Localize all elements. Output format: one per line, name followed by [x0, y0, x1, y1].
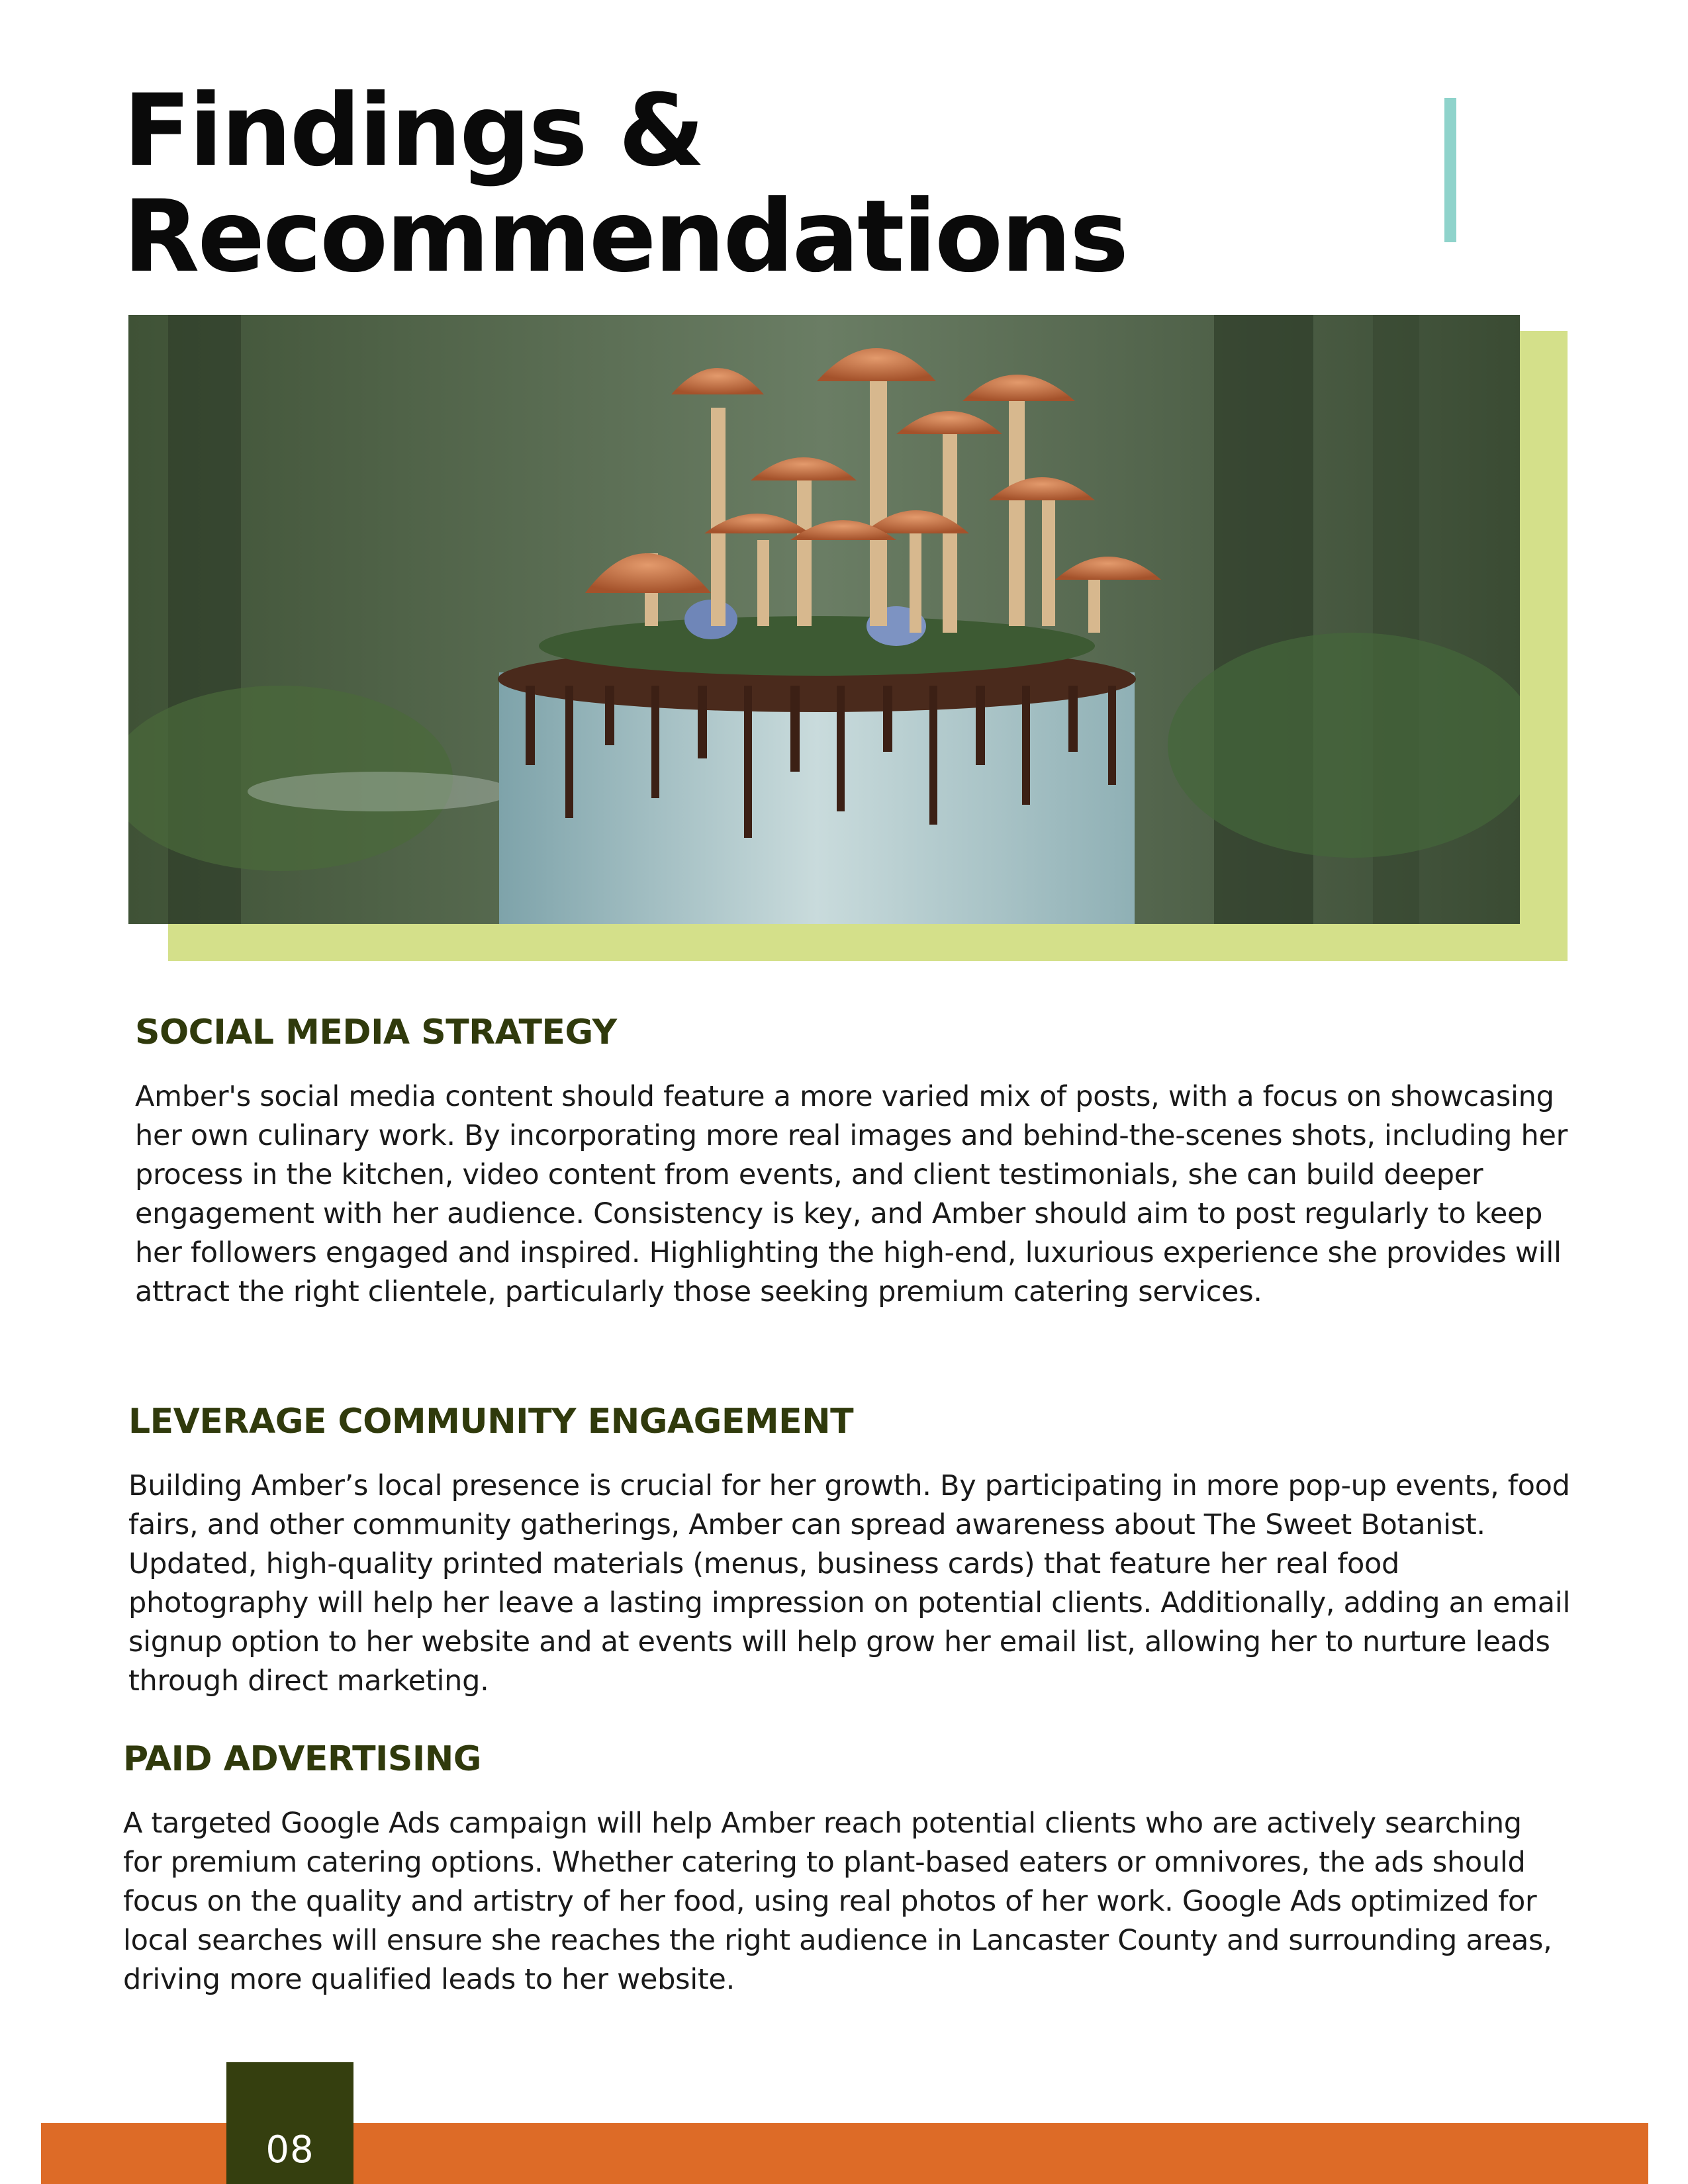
- accent-bar: [1444, 98, 1456, 242]
- cake-with-mushrooms-photo: [128, 315, 1520, 924]
- page-title: Findings & Recommendations: [123, 73, 1127, 295]
- section-heading-community: LEVERAGE COMMUNITY ENGAGEMENT: [128, 1402, 854, 1441]
- section-heading-paid-advertising: PAID ADVERTISING: [123, 1739, 481, 1779]
- page-number: 08: [226, 2062, 353, 2184]
- section-body-paid-advertising: A targeted Google Ads campaign will help Amber reach potential clients who are actively searching for premium catering options. Whether catering to plant-based eaters or omnivores, the ads should focus on the quality and artistry of her food, using real photos of her work. Google Ads optimized for local searches will ensure she reaches the right audience in Lancaster County and surrounding areas, driving more qualified leads to her website.: [123, 1807, 1552, 1996]
- section-heading-social-media: SOCIAL MEDIA STRATEGY: [135, 1013, 617, 1052]
- section-body-social-media: Amber's social media content should feature a more varied mix of posts, with a focus on showcasing her own culinary work. By incorporating more real images and behind-the-scenes shots, including her process in the kitchen, video content from events, and client testimonials, she can build deeper engagement with her audience. Consistency is key, and Amber should aim to post regularly to keep her followers engaged and inspired. Highlighting the high-end, luxurious experience she provides will attract the right clientele, particularly those seeking premium catering services.: [135, 1080, 1568, 1308]
- section-body-community: Building Amber’s local presence is crucial for her growth. By participating in more pop-up events, food fairs, and other community gatherings, Amber can spread awareness about The Sweet Botanist. Updated, high-quality printed materials (menus, business cards) that feature her real food photography will help her leave a lasting impression on potential clients. Additionally, adding an email signup option to her website and at events will help grow her email list, allowing her to nurture leads through direct marketing.: [128, 1469, 1571, 1698]
